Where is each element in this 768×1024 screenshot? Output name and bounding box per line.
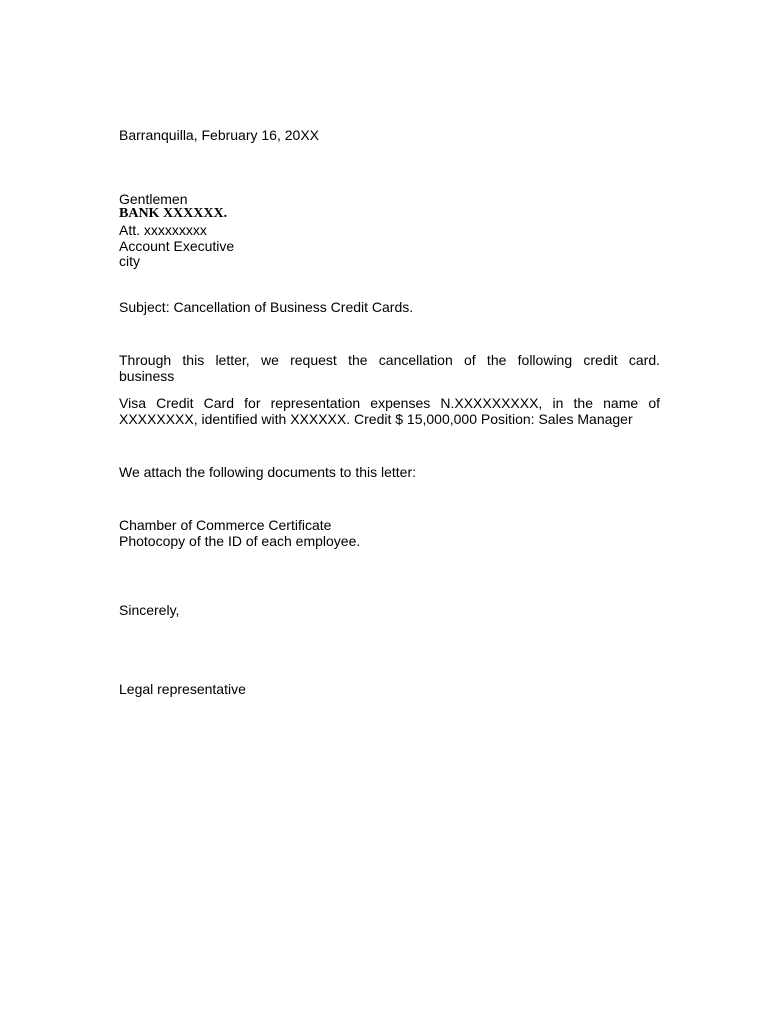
attachments-intro: We attach the following documents to this letter: bbox=[119, 464, 417, 480]
recipient-city: city bbox=[119, 253, 140, 269]
bank-name: BANK XXXXXX. bbox=[119, 206, 228, 221]
card-paragraph-line-2: XXXXXXXX, identified with XXXXXX. Credit $ 15,000,000 Position: Sales Manager bbox=[119, 411, 633, 427]
subject-line: Subject: Cancellation of Business Credit Cards. bbox=[119, 299, 414, 315]
request-paragraph-line-1: Through this letter, we request the cancellation of the following credit card. bbox=[119, 352, 660, 368]
salutation: Gentlemen bbox=[119, 191, 188, 207]
attachment-item: Chamber of Commerce Certificate bbox=[119, 517, 332, 533]
attachment-item: Photocopy of the ID of each employee. bbox=[119, 533, 361, 549]
request-paragraph-line-2: business bbox=[119, 368, 175, 384]
signature-title: Legal representative bbox=[119, 681, 246, 697]
attention-line: Att. xxxxxxxxx bbox=[119, 222, 207, 238]
recipient-title: Account Executive bbox=[119, 238, 235, 254]
place-date: Barranquilla, February 16, 20XX bbox=[119, 127, 319, 143]
closing: Sincerely, bbox=[119, 602, 180, 618]
card-paragraph-line-1: Visa Credit Card for representation expenses N.XXXXXXXXX, in the name of bbox=[119, 395, 660, 411]
